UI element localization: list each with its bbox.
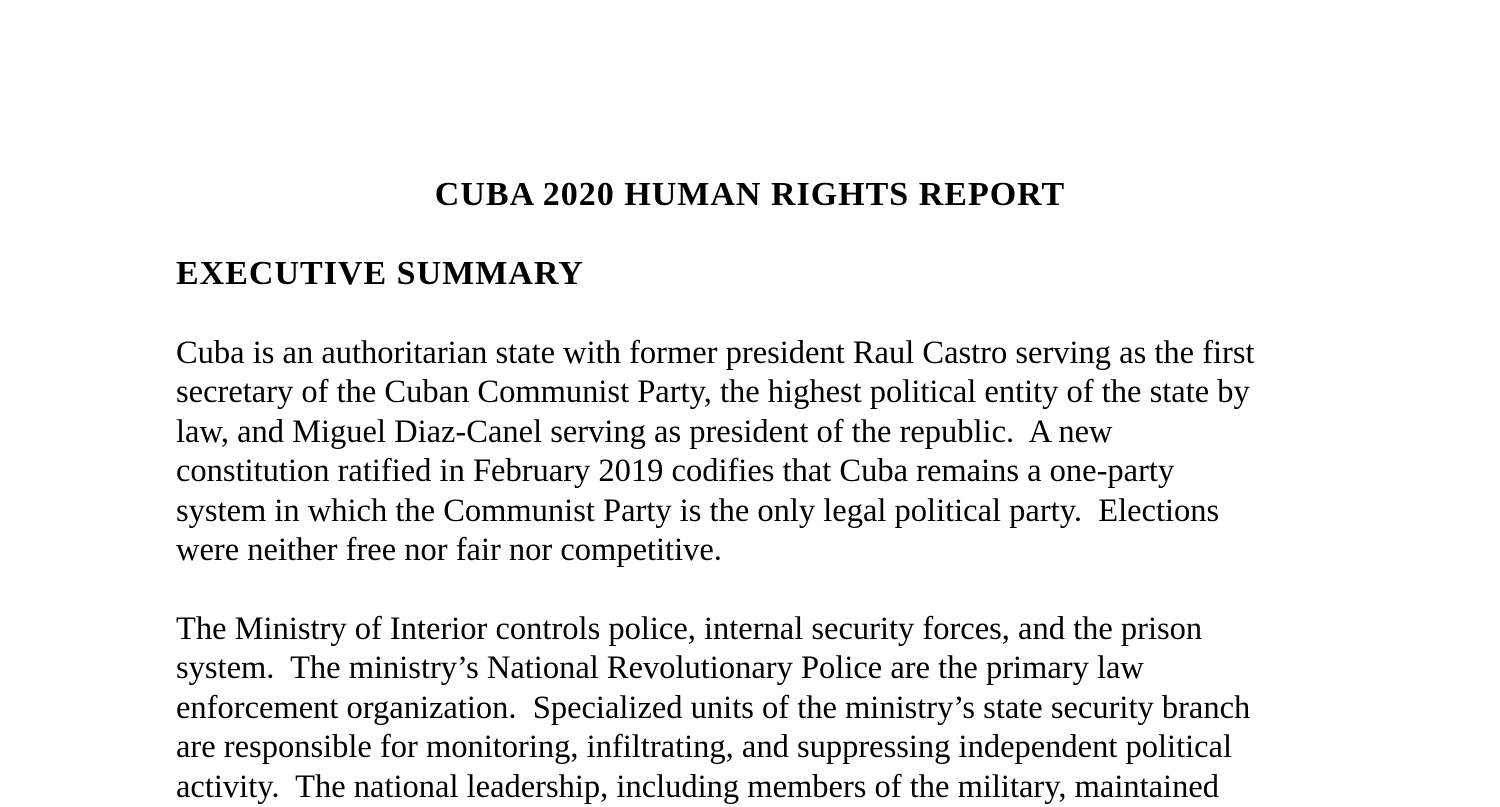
paragraph-line: secretary of the Cuban Communist Party, the highest political entity of the state by [176, 374, 1250, 411]
paragraph-line: law, and Miguel Diaz-Canel serving as president of the republic. A new [176, 413, 1113, 450]
paragraph-line: were neither free nor fair nor competitive. [176, 532, 722, 569]
paragraph-line: are responsible for monitoring, infiltrating, and suppressing independent political [176, 729, 1233, 766]
section-heading: EXECUTIVE SUMMARY [176, 255, 584, 292]
paragraph-1 [176, 334, 1255, 570]
paragraph-line: Cuba is an authoritarian state with former president Raul Castro serving as the first [176, 335, 1255, 371]
paragraph-line: enforcement organization. Specialized units of the ministry’s state security branch [176, 689, 1251, 726]
paragraph-line: system in which the Communist Party is the only legal political party. Elections [176, 492, 1220, 529]
paragraph-2 [176, 610, 1250, 807]
paragraph-line: system. The ministry’s National Revolutionary Police are the primary law [176, 650, 1144, 687]
paragraph-line: The Ministry of Interior controls police, internal security forces, and the prison [176, 611, 1203, 647]
document-title: CUBA 2020 HUMAN RIGHTS REPORT [434, 176, 1066, 213]
paragraph-line: constitution ratified in February 2019 codifies that Cuba remains a one-party [176, 453, 1175, 490]
paragraph-line: activity. The national leadership, including members of the military, maintained [176, 768, 1220, 805]
